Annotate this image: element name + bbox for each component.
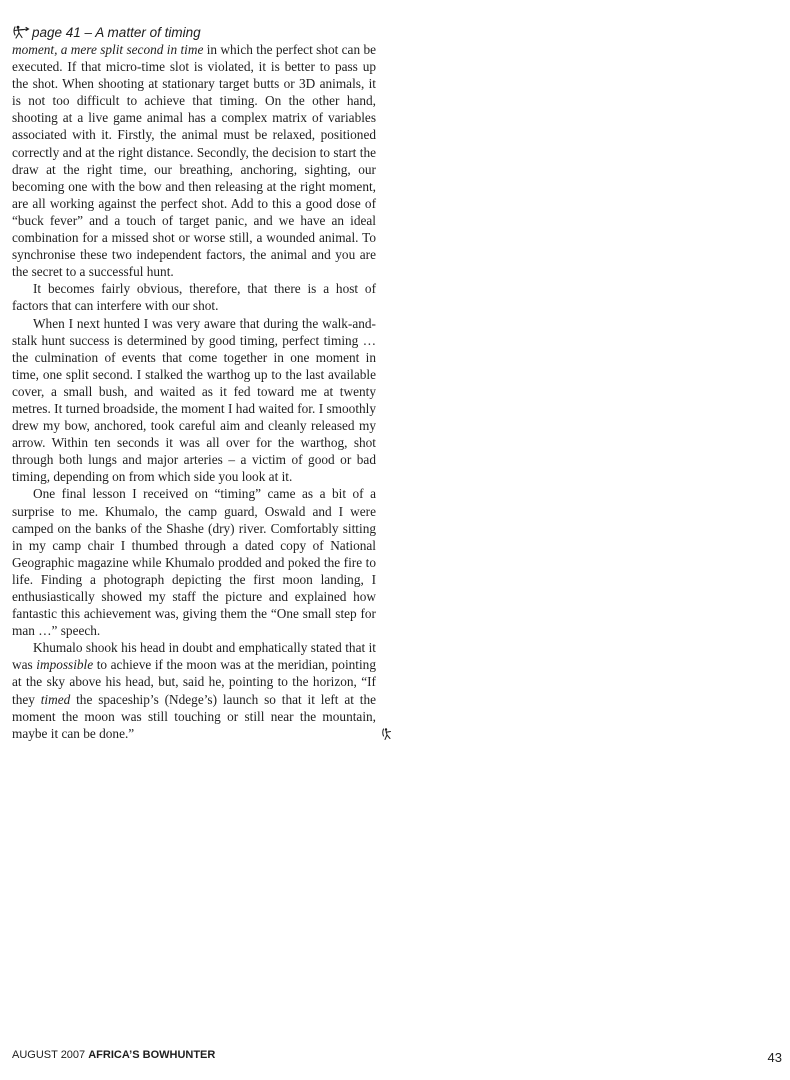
footer-magazine: AFRICA’S BOWHUNTER	[88, 1049, 216, 1061]
paragraph-5-part-e: the spaceship’s (Ndege’s) launch so that it left at the moment the moon was still touching or still near the mountain, maybe it can be done.”	[12, 691, 376, 741]
footer-date: AUGUST 2007	[12, 1049, 86, 1061]
paragraph-5-part-c: to achieve if the moon was at the meridian, pointing at the sky above his head, but, said he, pointing to the horizon, “If they	[12, 657, 376, 707]
archer-icon	[12, 25, 32, 39]
end-mark-icon	[360, 727, 374, 741]
paragraph-5-timed: timed	[40, 691, 71, 707]
paragraph-3: When I next hunted I was very aware that during the walk-and-stalk hunt success is determined by good timing, perfect timing … the culmination of events that come together in one moment in time, one split second. I stalked the warthog up to the last available cover, a small bush, and waited as it fed toward me at twenty metres. It turned broadside, the moment I had waited for. I smoothly drew my bow, anchored, took careful aim and cleanly released my arrow. Within ten seconds it was all over for the warthog, shot through both lungs and major arteries – a victim of good or bad timing, depending on from which side you look at it.	[12, 315, 376, 485]
paragraph-1-lead: moment, a mere split second in time	[12, 42, 204, 57]
paragraph-5	[12, 639, 376, 742]
paragraph-2: It becomes fairly obvious, therefore, that there is a host of factors that can interfere with our shot.	[12, 281, 376, 314]
article-column	[12, 24, 376, 742]
page-number: 43	[767, 1050, 782, 1065]
paragraph-5-part-a: Khumalo shook his head in doubt and emphatically stated that it was	[12, 640, 376, 673]
footer-publication	[12, 1048, 215, 1062]
article-body	[12, 41, 376, 742]
paragraph-1	[12, 41, 376, 280]
continuation-line	[12, 24, 376, 41]
continuation-text: page 41 – A matter of timing	[32, 25, 201, 40]
paragraph-5-impossible: impossible	[36, 657, 94, 673]
paragraph-1-text: in which the perfect shot can be executed. If that micro-time slot is violated, it is better to pass up the shot. When shooting at stationary target butts or 3D animals, it is not too difficult to achieve that timing. On the other hand, shooting at a live game animal has a complex matrix of variables associated with it. Firstly, the animal must be relaxed, positioned correctly and at the right distance. Secondly, the decision to start the draw at the right time, our breathing, anchoring, sighting, our becoming one with the bow and then releasing at the right moment, are all working against the perfect shot. Add to this a good dose of “buck fever” and a touch of target panic, and we have an ideal combination for a missed shot or worse still, a wounded animal. To synchronise these two independent factors, the animal and you are the secret to a successful hunt.	[12, 42, 376, 280]
paragraph-4: One final lesson I received on “timing” came as a bit of a surprise to me. Khumalo, the camp guard, Oswald and I were camped on the banks of the Shashe (dry) river. Comfortably sitting in my camp chair I thumbed through a dated copy of National Geographic magazine while Khumalo prodded and poked the fire to life. Finding a photograph depicting the first moon landing, I enthusiastically showed my staff the picture and explained how fantastic this achievement was, giving them the “One small step for man …” speech.	[12, 486, 376, 639]
